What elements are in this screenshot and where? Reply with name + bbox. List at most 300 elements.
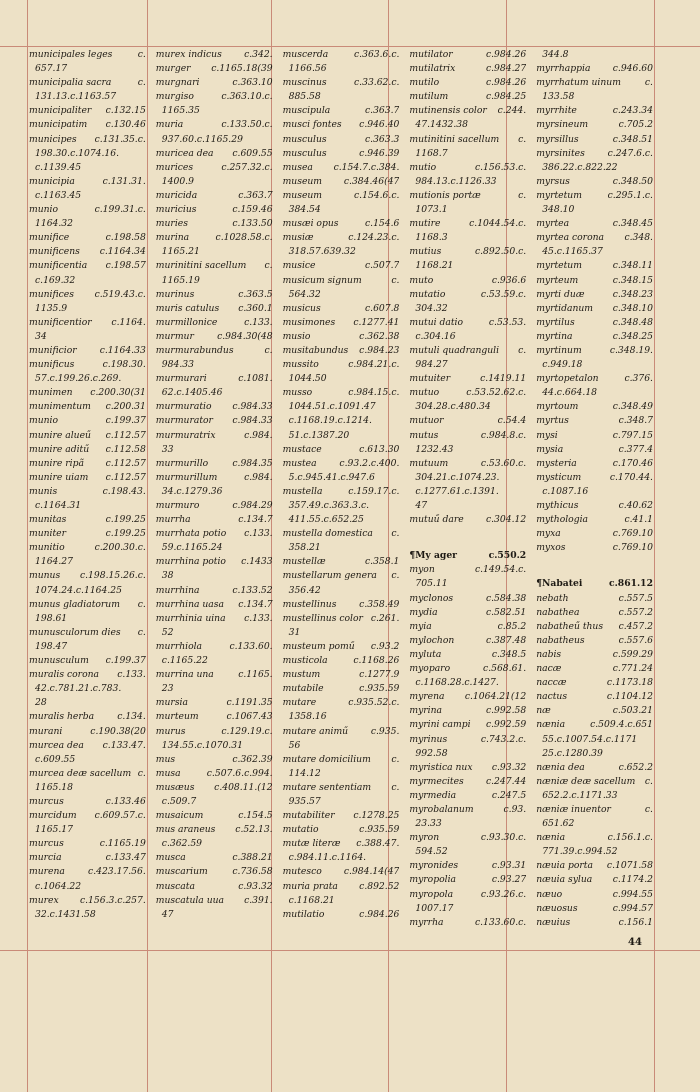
index-entry — [283, 739, 400, 753]
index-page — [29, 48, 653, 948]
entry-term: myrena — [409, 691, 445, 703]
entry-reference: c.503.21 — [612, 705, 653, 717]
entry-reference: c.124.23.c. — [348, 232, 400, 244]
entry-term: musea — [282, 161, 313, 173]
index-entry — [536, 761, 653, 775]
entry-term: mutui datio — [409, 316, 464, 328]
index-entry — [29, 457, 146, 471]
index-entry — [156, 62, 273, 76]
index-entry — [409, 189, 526, 203]
entry-reference: c.946.60 — [612, 63, 653, 75]
margin-rule-top — [0, 46, 700, 47]
entry-continuation: 1074.24.c.1164.25 — [35, 584, 122, 596]
index-entry — [409, 372, 526, 386]
entry-term: munire ripã — [29, 457, 84, 469]
entry-term: mutire — [409, 218, 441, 230]
index-entry — [29, 753, 146, 767]
index-entry — [536, 803, 653, 817]
entry-continuation: 52 — [161, 626, 174, 638]
index-entry — [29, 358, 146, 372]
index-entry — [29, 429, 146, 443]
index-entry — [156, 48, 273, 62]
entry-term: musimones — [282, 316, 336, 328]
index-entry — [536, 662, 653, 676]
entry-reference: c.391. — [244, 894, 273, 906]
entry-term: municipia — [29, 175, 75, 187]
entry-term: myrtea corona — [536, 232, 605, 244]
entry-reference: c.156.1 — [618, 916, 653, 928]
entry-reference: c.154.5 — [238, 810, 273, 822]
entry-term: myrrhatum uinum — [536, 77, 621, 89]
index-entry — [156, 231, 273, 245]
index-entry — [29, 865, 146, 879]
entry-term: murcidum — [29, 810, 77, 822]
entry-reference: c.994.57 — [612, 902, 653, 914]
entry-continuation: c.169.32 — [35, 274, 76, 286]
entry-term: munitio — [29, 542, 65, 554]
entry-term: ¶My ager — [409, 550, 458, 562]
index-entry — [283, 809, 400, 823]
entry-term: mythologia — [536, 514, 588, 526]
entry-term: mutinitini sacellum — [409, 133, 500, 145]
entry-continuation: 47.1432.38 — [415, 119, 468, 131]
entry-term: murrhinia uina — [155, 612, 226, 624]
entry-term: mustellæ — [282, 556, 326, 568]
entry-reference: c.199.37 — [105, 415, 146, 427]
entry-reference: c.156.1.c. — [607, 832, 653, 844]
entry-term: musio — [282, 330, 311, 342]
entry-continuation: 28 — [35, 697, 47, 709]
index-entry — [536, 733, 653, 747]
entry-continuation: 32.c.1431.58 — [35, 908, 96, 920]
entry-reference: c. — [391, 753, 400, 765]
index-entry — [29, 612, 146, 626]
index-entry — [409, 48, 526, 62]
entry-term: muniter — [29, 528, 67, 540]
index-entry — [29, 133, 146, 147]
entry-reference: c.348. — [624, 232, 653, 244]
entry-reference: c.198.15.26.c. — [79, 570, 146, 582]
entry-continuation: 1044.51.c.1091.47 — [288, 401, 376, 413]
index-entry — [283, 753, 400, 767]
entry-term: nænia — [536, 719, 566, 731]
entry-term: muscata — [155, 880, 195, 892]
index-entry — [409, 386, 526, 400]
entry-reference: c.1277.41 — [353, 316, 400, 328]
index-entry — [29, 837, 146, 851]
entry-term: myrsus — [536, 175, 570, 187]
entry-reference: c.1191.35 — [226, 697, 273, 709]
index-entry — [283, 710, 400, 724]
entry-term: myrtetum — [536, 189, 582, 201]
index-entry — [409, 859, 526, 873]
index-entry — [536, 259, 653, 273]
entry-term: munio — [29, 415, 59, 427]
entry-continuation: 935.57 — [288, 795, 321, 807]
entry-term: mutabiliter — [282, 810, 335, 822]
entry-term: mustella — [282, 485, 323, 497]
entry-continuation: 198.61 — [35, 612, 68, 624]
index-entry — [156, 175, 273, 189]
index-entry — [283, 400, 400, 414]
entry-term: musculus — [282, 147, 327, 159]
entry-reference: c. — [391, 274, 400, 286]
entry-reference: c.247.6.c. — [607, 147, 653, 159]
entry-reference: c.159.17.c. — [348, 485, 400, 497]
entry-reference: c.1104.12 — [606, 691, 653, 703]
entry-reference: c.41.1 — [624, 514, 653, 526]
entry-continuation: c.949.18 — [542, 359, 583, 371]
index-entry — [283, 584, 400, 598]
entry-term: musso — [282, 387, 313, 399]
entry-reference: c.112.57 — [105, 429, 146, 441]
index-entry — [409, 147, 526, 161]
entry-term: myrtus — [536, 415, 569, 427]
index-entry — [536, 189, 653, 203]
index-entry — [29, 598, 146, 612]
index-entry — [536, 414, 653, 428]
margin-rule-left — [27, 0, 28, 1092]
entry-term: mutuli quadranguli — [409, 344, 500, 356]
entry-reference: c.599.29 — [612, 648, 653, 660]
entry-continuation: 23.33 — [415, 818, 442, 830]
index-entry — [156, 598, 273, 612]
index-entry — [29, 527, 146, 541]
entry-term: murmur — [155, 330, 194, 342]
entry-term: murmurillo — [155, 457, 209, 469]
index-entry — [156, 795, 273, 809]
index-entry — [283, 302, 400, 316]
entry-continuation: 357.49.c.363.3.c. — [288, 500, 370, 511]
entry-term: myrtinum — [536, 344, 582, 356]
margin-rule-bottom — [0, 950, 700, 951]
index-entry — [29, 344, 146, 358]
entry-reference: c.609.55 — [232, 147, 273, 159]
entry-continuation: 34 — [35, 330, 47, 342]
index-entry — [156, 457, 273, 471]
index-entry — [283, 76, 400, 90]
index-entry — [409, 690, 526, 704]
index-entry — [29, 147, 146, 161]
entry-reference: c.1064.21(12 — [464, 691, 527, 703]
entry-continuation: 47 — [161, 908, 174, 920]
entry-reference: c.199.25 — [105, 514, 146, 526]
index-entry — [536, 457, 653, 471]
entry-term: mustellinus — [282, 598, 337, 610]
entry-continuation: 1164.27 — [35, 556, 73, 568]
index-column-4 — [409, 48, 526, 948]
entry-reference: c.93.26.c. — [480, 888, 527, 900]
entry-term: næuius — [536, 916, 571, 928]
entry-reference: c.984.26 — [485, 77, 527, 89]
entry-term: nactus — [536, 691, 568, 703]
entry-reference: c.295.1.c. — [607, 189, 653, 201]
index-entry — [283, 781, 400, 795]
index-entry — [409, 344, 526, 358]
entry-reference: c.53.52.62.c. — [466, 387, 527, 399]
index-entry — [283, 569, 400, 583]
entry-reference: c.1081. — [238, 373, 273, 385]
entry-reference: c.131.35.c. — [94, 133, 146, 145]
entry-continuation: 56 — [288, 739, 301, 751]
entry-reference: c.519.43.c. — [94, 288, 146, 300]
entry-reference: c.377.4 — [618, 443, 653, 455]
entry-continuation: 348.10 — [542, 204, 575, 216]
entry-reference: c.557.2 — [618, 606, 653, 618]
entry-continuation: 1232.43 — [415, 443, 454, 455]
entry-term: munificens — [29, 246, 80, 258]
entry-reference: c.247.5 — [491, 789, 527, 801]
entry-reference: c.198.57 — [105, 260, 146, 272]
index-entry — [156, 894, 273, 908]
entry-continuation: 31 — [288, 626, 301, 638]
entry-reference: c.112.58 — [105, 443, 146, 455]
entry-term: musteum pomű — [282, 640, 355, 652]
entry-term: næniæ deæ sacellum — [536, 775, 636, 787]
entry-continuation: 356.42 — [288, 584, 321, 596]
index-entry — [283, 696, 400, 710]
entry-reference: c.200.30.c. — [94, 542, 146, 554]
entry-reference: c.363.10.c. — [221, 91, 273, 103]
index-column-3 — [283, 48, 400, 948]
index-entry — [156, 358, 273, 372]
entry-reference: c.131.31. — [102, 175, 146, 187]
entry-term: murcus — [29, 795, 64, 807]
index-entry — [29, 414, 146, 428]
entry-term: næuia porta — [536, 860, 593, 872]
entry-continuation: 1164.32 — [35, 218, 73, 230]
entry-term: mutatio — [409, 288, 446, 300]
entry-reference: c.133.47. — [102, 739, 146, 751]
entry-reference: c.244. — [497, 105, 527, 117]
index-entry — [156, 217, 273, 231]
entry-reference: c.1165. — [238, 669, 273, 681]
entry-continuation: 44.c.664.18 — [542, 387, 598, 399]
entry-term: myrmecites — [409, 775, 464, 787]
index-entry — [409, 471, 526, 485]
entry-term: munus — [29, 570, 61, 582]
entry-term: myrsillus — [536, 133, 579, 145]
entry-term: murrhata potio — [155, 528, 227, 540]
entry-reference: c.363.10 — [232, 77, 273, 89]
entry-reference: c.984.26 — [485, 49, 527, 60]
section-gap — [536, 555, 653, 569]
entry-term: murmuro — [155, 500, 200, 511]
index-entry — [29, 725, 146, 739]
entry-term: murrina una — [155, 669, 214, 681]
index-entry — [409, 231, 526, 245]
entry-reference: c.348.50 — [612, 175, 653, 187]
index-entry — [536, 48, 653, 62]
entry-reference: c.304.12 — [485, 514, 527, 526]
entry-continuation: c.362.59 — [161, 838, 203, 850]
entry-term: mutare animű — [282, 725, 349, 737]
entry-term: municipales leges — [29, 49, 113, 60]
index-entry — [283, 682, 400, 696]
index-entry — [283, 823, 400, 837]
entry-reference: c.348.5 — [491, 648, 527, 660]
index-entry — [283, 865, 400, 879]
entry-continuation: c.1165.22 — [161, 655, 208, 667]
index-entry — [283, 668, 400, 682]
index-entry — [409, 414, 526, 428]
index-entry — [29, 781, 146, 795]
entry-reference: c. — [391, 570, 400, 582]
index-entry — [156, 485, 273, 499]
entry-term: musiæ — [282, 232, 314, 244]
entry-reference: c.129.19.c. — [221, 725, 273, 737]
index-entry — [156, 640, 273, 654]
entry-reference: c.769.10 — [612, 528, 653, 540]
entry-term: muscarium — [155, 866, 208, 878]
entry-term: myclonos — [409, 592, 454, 604]
index-entry — [29, 485, 146, 499]
entry-reference: c.53.60.c. — [480, 457, 527, 469]
index-entry — [283, 118, 400, 132]
entry-term: mustace — [282, 443, 322, 455]
entry-reference: c.134.7 — [238, 514, 273, 526]
index-entry — [409, 302, 526, 316]
entry-reference: c. — [137, 626, 146, 638]
index-entry — [156, 104, 273, 118]
entry-term: musci fontes — [282, 119, 342, 131]
index-entry — [156, 245, 273, 259]
entry-reference: c.984.23 — [359, 344, 400, 356]
index-entry — [156, 147, 273, 161]
entry-term: mutuű dare — [409, 514, 464, 526]
index-entry — [156, 302, 273, 316]
entry-term: muris catulus — [155, 302, 220, 314]
entry-term: næuia sylua — [536, 874, 593, 886]
entry-term: mursia — [155, 697, 188, 709]
index-entry — [409, 634, 526, 648]
index-entry — [409, 90, 526, 104]
entry-term: mus araneus — [155, 824, 216, 836]
index-entry — [156, 372, 273, 386]
entry-reference: c.376. — [624, 373, 653, 385]
entry-reference: c.190.38(20 — [90, 725, 146, 737]
index-entry — [29, 48, 146, 62]
entry-term: muscerda — [282, 49, 329, 60]
entry-continuation: 1358.16 — [288, 711, 327, 723]
index-entry — [156, 555, 273, 569]
index-entry — [409, 845, 526, 859]
entry-term: myrrha — [409, 916, 444, 928]
entry-reference: c.243.34 — [612, 105, 653, 117]
entry-term: myrmedia — [409, 789, 457, 801]
entry-reference: c. — [137, 49, 146, 60]
entry-reference: c.584.38 — [485, 592, 527, 604]
entry-reference: c.133. — [117, 669, 146, 681]
entry-reference: c.130.46 — [105, 119, 146, 131]
index-entry — [283, 851, 400, 865]
index-entry — [283, 344, 400, 358]
entry-reference: c.557.5 — [618, 592, 653, 604]
entry-reference: c.705.2 — [618, 119, 653, 131]
entry-continuation: c.1277.61.c.1391. — [415, 485, 499, 497]
entry-reference: c.1277.9 — [359, 669, 400, 681]
index-entry — [536, 118, 653, 132]
entry-reference: c. — [137, 77, 146, 89]
entry-reference: c.994.55 — [612, 888, 653, 900]
index-entry — [29, 626, 146, 640]
entry-reference: c.1419.11 — [480, 373, 527, 385]
index-entry — [156, 499, 273, 513]
index-entry — [536, 606, 653, 620]
index-entry — [283, 725, 400, 739]
index-entry — [409, 831, 526, 845]
entry-term: myropolia — [409, 874, 456, 886]
index-entry — [536, 217, 653, 231]
entry-term: musa — [155, 767, 181, 779]
entry-reference: c.423.17.56. — [88, 866, 146, 878]
index-entry — [29, 302, 146, 316]
index-entry — [283, 274, 400, 288]
entry-reference: c.363.5 — [238, 288, 273, 300]
entry-reference: c.156.3.c.257. — [79, 894, 146, 906]
index-entry — [156, 344, 273, 358]
entry-reference: c.154.6 — [365, 218, 400, 230]
index-entry — [156, 259, 273, 273]
entry-term: næ — [536, 705, 551, 717]
entry-continuation: 1165.19 — [161, 274, 200, 286]
index-entry — [156, 908, 273, 922]
index-entry — [283, 795, 400, 809]
entry-reference: c.1165.18(39 — [211, 63, 273, 75]
entry-term: mustea — [282, 457, 317, 469]
index-entry — [156, 682, 273, 696]
entry-continuation: 114.12 — [288, 767, 321, 779]
entry-reference: c.1164. — [111, 316, 146, 328]
entry-term: myxos — [536, 542, 566, 554]
entry-reference: c.984.15.c. — [348, 387, 400, 399]
entry-reference: c.200.30(31 — [90, 387, 146, 399]
entry-continuation: 358.21 — [288, 542, 321, 554]
entry-continuation: 304.21.c.1074.23. — [415, 471, 500, 483]
entry-term: munimen — [29, 387, 73, 399]
entry-reference: c.93.2.c.400. — [339, 457, 400, 469]
entry-continuation: 705.11 — [415, 578, 448, 590]
index-entry — [536, 330, 653, 344]
index-entry — [29, 400, 146, 414]
entry-term: muscatula uua — [155, 894, 225, 906]
index-entry — [409, 803, 526, 817]
entry-continuation: 5.c.945.41.c.947.6 — [288, 471, 375, 483]
entry-term: mutus — [409, 429, 439, 441]
entry-term: mutilator — [409, 49, 453, 60]
entry-term: mysteria — [536, 457, 577, 469]
entry-term: murgiso — [155, 91, 194, 103]
entry-reference: c. — [644, 775, 653, 787]
entry-continuation: 42.c.781.21.c.783. — [35, 683, 122, 695]
entry-continuation: 34.c.1279.36 — [161, 485, 223, 497]
index-entry — [536, 499, 653, 513]
entry-term: muricea dea — [155, 147, 214, 159]
entry-term: mutuor — [409, 415, 444, 427]
entry-reference: c.388.21 — [232, 852, 273, 864]
index-entry — [156, 584, 273, 598]
index-entry — [536, 718, 653, 732]
index-entry — [536, 386, 653, 400]
entry-term: myrti duæ — [536, 288, 585, 300]
index-entry — [536, 147, 653, 161]
entry-term: naccæ — [536, 677, 567, 689]
entry-continuation: 885.58 — [288, 91, 321, 103]
entry-reference: c.984.25 — [485, 91, 527, 103]
index-entry — [409, 606, 526, 620]
entry-term: næuosus — [536, 902, 578, 914]
entry-term: myrtopetalon — [536, 373, 599, 385]
